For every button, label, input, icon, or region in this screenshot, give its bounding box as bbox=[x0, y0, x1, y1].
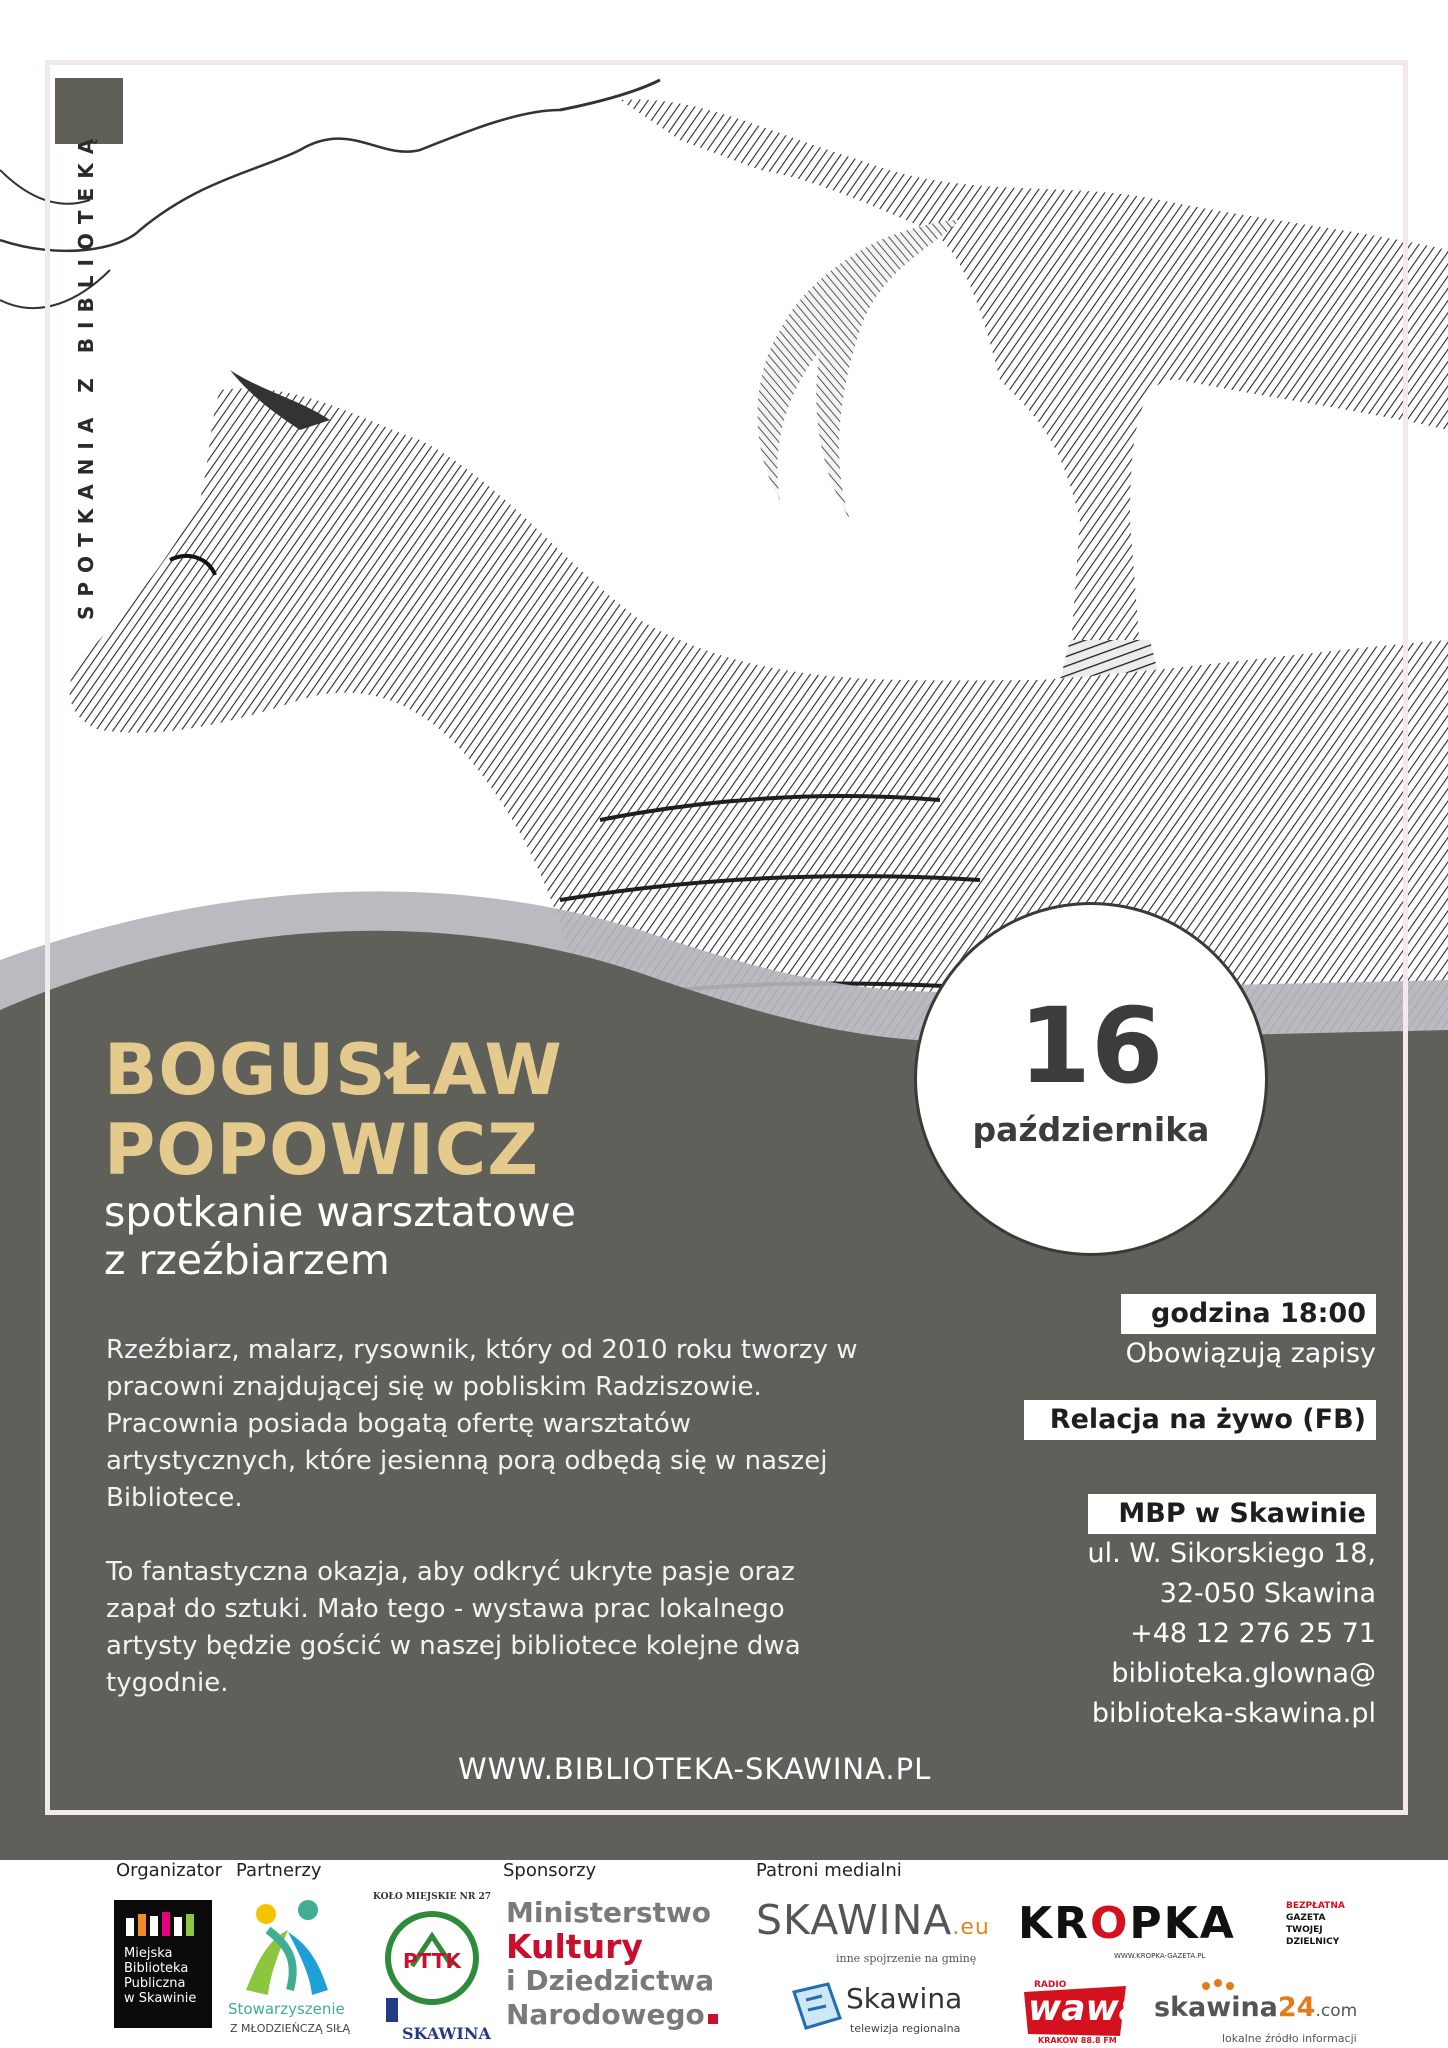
kropka-logo bbox=[1018, 1898, 1358, 1968]
event-description bbox=[106, 1332, 866, 1739]
skawina24-name: skawina bbox=[1154, 1992, 1278, 2023]
skawina24-logo bbox=[1150, 1978, 1360, 2048]
venue-name: MBP w Skawinie bbox=[1088, 1494, 1376, 1534]
kropka-o: O bbox=[1089, 1898, 1130, 1949]
stowarzyszenie-name: Stowarzyszenie bbox=[228, 2000, 345, 2018]
ministry-line-4-wrap bbox=[506, 1998, 746, 2032]
book-bars-icon bbox=[126, 1912, 200, 1936]
venue-email-line-1: biblioteka.glowna@ bbox=[1111, 1658, 1376, 1689]
media-patrons-label: Patroni medialni bbox=[756, 1860, 902, 1881]
skawina24-domain: .com bbox=[1315, 2001, 1358, 2021]
sponsor-footer bbox=[0, 1860, 1448, 2048]
pttk-emblem-icon bbox=[382, 1906, 482, 2026]
wawa-frequency: KRAKÓW 88.8 FM bbox=[1038, 2036, 1117, 2045]
kropka-side-4: DZIELNICY bbox=[1286, 1937, 1340, 1947]
time-label: godzina 18:00 bbox=[1121, 1294, 1376, 1334]
date-month: października bbox=[972, 1110, 1210, 1149]
kropka-post: PKA bbox=[1129, 1898, 1236, 1949]
artist-last-name: POPOWICZ bbox=[104, 1109, 540, 1191]
ministry-line-2: Kultury bbox=[506, 1927, 643, 1966]
ministry-line-3: i Dziedzictwa bbox=[506, 1964, 715, 1997]
pttk-town: SKAWINA bbox=[402, 2024, 491, 2043]
mbp-line-3: Publiczna bbox=[124, 1976, 186, 1991]
live-label: Relacja na żywo (FB) bbox=[1024, 1400, 1376, 1440]
date-badge bbox=[917, 905, 1265, 1253]
description-paragraph-2: To fantastyczna okazja, aby odkryć ukryte pasje oraz zapał do sztuki. Mało tego - wystawa prac lokalnego artysty będzie gościć w naszej bibliotece kolejne dwa tygodnie. bbox=[106, 1557, 801, 1698]
skawina24-tagline: lokalne źródło informacji bbox=[1222, 2032, 1357, 2045]
sponsors-label: Sponsorzy bbox=[503, 1860, 597, 1881]
skawina-eu-name: SKAWINA bbox=[756, 1896, 953, 1944]
ministry-line-1: Ministerstwo bbox=[506, 1896, 711, 1929]
skawina-tv-tagline: telewizja regionalna bbox=[850, 2022, 961, 2035]
mbp-line-2: Biblioteka bbox=[124, 1961, 189, 1976]
registration-note: Obowiązują zapisy bbox=[1125, 1338, 1376, 1369]
event-subtitle bbox=[104, 1188, 576, 1284]
ministry-line-4: Narodowego bbox=[506, 1998, 705, 2031]
pttk-club: KOŁO MIEJSKIE NR 27 bbox=[373, 1892, 491, 1902]
skawina-eu-tagline: inne spojrzenie na gminę bbox=[836, 1952, 977, 1965]
skawina24-wordmark bbox=[1154, 1992, 1357, 2023]
mbp-line-4: w Skawinie bbox=[124, 1991, 197, 2006]
stowarzyszenie-tagline: Z MŁODZIEŃCZĄ SIŁĄ bbox=[230, 2022, 350, 2035]
radio-wawa-logo bbox=[1020, 1978, 1144, 2048]
kropka-url: WWW.KROPKA-GAZETA.PL bbox=[1114, 1952, 1206, 1960]
subtitle-line-1: spotkanie warsztatowe bbox=[104, 1188, 576, 1236]
venue-block bbox=[1088, 1494, 1376, 1734]
skawina-eu-wordmark bbox=[756, 1896, 1006, 1944]
description-paragraph-1: Rzeźbiarz, malarz, rysownik, który od 2010 roku tworzy w pracowni znajdującej się w pobliskim Radziszowie. Pracownia posiada bogatą ofertę warsztatów artystycznych, które jesienną porą odbędą się w naszej Bibliotece. bbox=[106, 1335, 858, 1513]
organizer-label: Organizator bbox=[116, 1860, 223, 1881]
artist-first-name: BOGUSŁAW bbox=[104, 1029, 563, 1111]
skawina-eu-logo bbox=[756, 1896, 1006, 1966]
date-day: 16 bbox=[1018, 985, 1164, 1107]
people-figures-icon bbox=[228, 1900, 348, 2000]
skawina-tv-logo bbox=[784, 1978, 984, 2048]
time-block bbox=[1121, 1294, 1376, 1374]
kropka-tagline bbox=[1286, 1900, 1345, 1948]
pttk-badge: PTTK bbox=[403, 1949, 461, 1973]
partners-label: Partnerzy bbox=[236, 1860, 322, 1881]
kropka-side-3: TWOJEJ bbox=[1286, 1925, 1323, 1935]
venue-city: 32-050 Skawina bbox=[1159, 1578, 1376, 1609]
series-label: SPOTKANIA Z BIBLIOTEKĄ bbox=[74, 129, 98, 620]
tv-screen-icon bbox=[788, 1978, 844, 2034]
live-block bbox=[1024, 1400, 1376, 1440]
pttk-logo bbox=[372, 1892, 492, 2042]
venue-phone: +48 12 276 25 71 bbox=[1130, 1618, 1376, 1649]
skawina-eu-suffix: .eu bbox=[952, 1915, 990, 1940]
website-link[interactable]: WWW.BIBLIOTEKA-SKAWINA.PL bbox=[458, 1752, 932, 1786]
ministry-logo bbox=[506, 1896, 746, 2046]
skawina24-num: 24 bbox=[1277, 1992, 1316, 2023]
red-square-icon bbox=[708, 2014, 718, 2024]
wawa-radio-label: RADIO bbox=[1034, 1980, 1067, 1990]
venue-email-line-2: biblioteka-skawina.pl bbox=[1091, 1698, 1376, 1729]
kropka-side-1: BEZPŁATNA bbox=[1286, 1901, 1345, 1911]
venue-street: ul. W. Sikorskiego 18, bbox=[1087, 1538, 1376, 1569]
mbp-logo bbox=[114, 1900, 212, 2028]
mbp-name bbox=[124, 1946, 196, 2006]
mbp-line-1: Miejska bbox=[124, 1946, 173, 1961]
kropka-side-2: GAZETA bbox=[1286, 1913, 1326, 1923]
subtitle-line-2: z rzeźbiarzem bbox=[104, 1236, 390, 1284]
skawina-tv-name: Skawina bbox=[846, 1982, 963, 2015]
kropka-pre: KR bbox=[1018, 1898, 1090, 1949]
wawa-name: wawa bbox=[1028, 1988, 1144, 2029]
artist-name bbox=[104, 1030, 563, 1190]
stowarzyszenie-logo bbox=[228, 1900, 348, 2040]
